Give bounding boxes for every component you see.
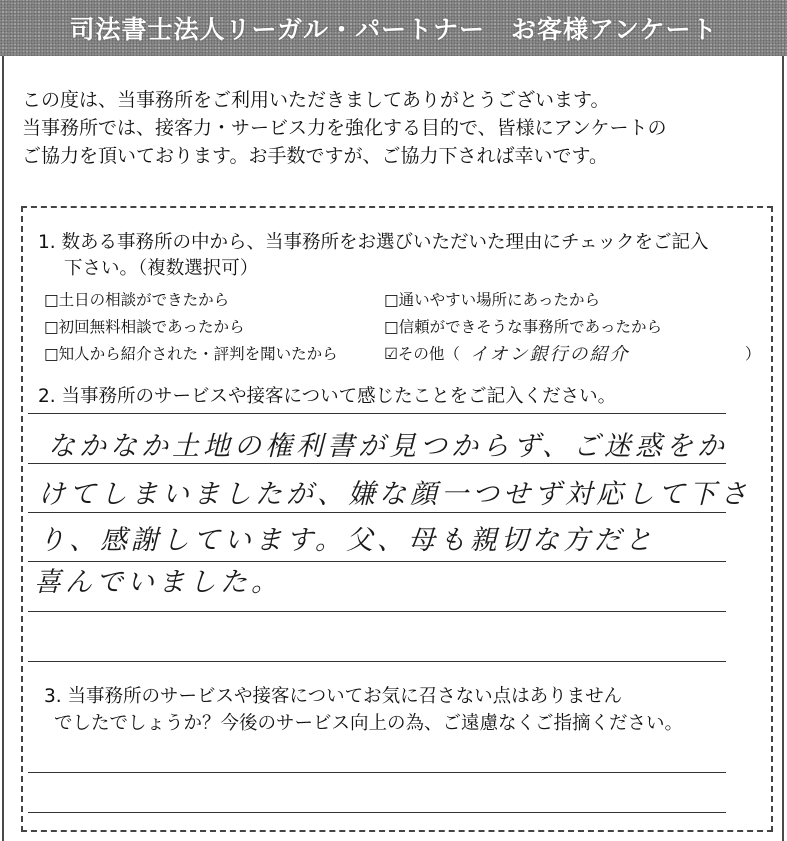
handwritten-answer-line: 喜んでいました。 [34,567,282,598]
other-reason-handwriting: イオン銀行の紹介 [470,344,630,365]
option-free-first-consultation[interactable]: □初回無料相談であったから [44,318,245,336]
header-banner [0,0,787,56]
answer-line [28,772,726,773]
answer-line [28,611,726,612]
option-weekend-consultation[interactable]: □土日の相談ができたから [44,291,230,309]
survey-title: 司法書士法人リーガル・パートナー お客様アンケート [69,15,718,44]
intro-line: この度は、当事務所をご利用いただきましてありがとうございます。 [22,89,610,111]
option-other-close-paren: ） [745,345,761,363]
question-1-text: 1. 数ある事務所の中から、当事務所をお選びいただいた理由にチェックをご記入 [38,232,709,253]
question-2-text: 2. 当事務所のサービスや接客について感じたことをご記入ください。 [38,386,617,407]
intro-text [22,86,762,170]
handwritten-answer-line: なかなか土地の権利書が見つからず、ご迷惑をか [48,431,728,462]
question-1-note: 下さい。（複数選択可） [64,258,259,279]
frame-left-border [2,56,4,841]
intro-line: ご協力を頂いております。お手数ですが、ご協力下されば幸いです。 [22,145,608,167]
answer-line [28,413,726,414]
question-3-text-cont: でしたでしょうか？今後のサービス向上の為、ご遠慮なくご指摘ください。 [54,713,684,734]
question-3-text: 3. 当事務所のサービスや接客についてお気に召さない点はありません [44,686,623,707]
handwritten-answer-line: けてしまいましたが、嫌な顔一つせず対応して下さ [38,479,751,510]
handwritten-answer-line: り、感謝しています。父、母も親切な方だと [38,525,656,556]
option-other-checked[interactable]: ☑その他（ [384,345,460,363]
option-referral-reputation[interactable]: □知人から紹介された・評判を聞いたから [44,345,338,363]
answer-line [28,661,726,662]
answer-line [28,512,726,513]
answer-line [28,812,726,813]
option-trustworthy-office[interactable]: □信頼ができそうな事務所であったから [384,318,662,336]
option-convenient-location[interactable]: □通いやすい場所にあったから [384,291,600,309]
intro-line: 当事務所では、接客力・サービス力を強化する目的で、皆様にアンケートの [22,117,667,139]
frame-right-border [782,56,784,841]
answer-line [28,463,726,464]
